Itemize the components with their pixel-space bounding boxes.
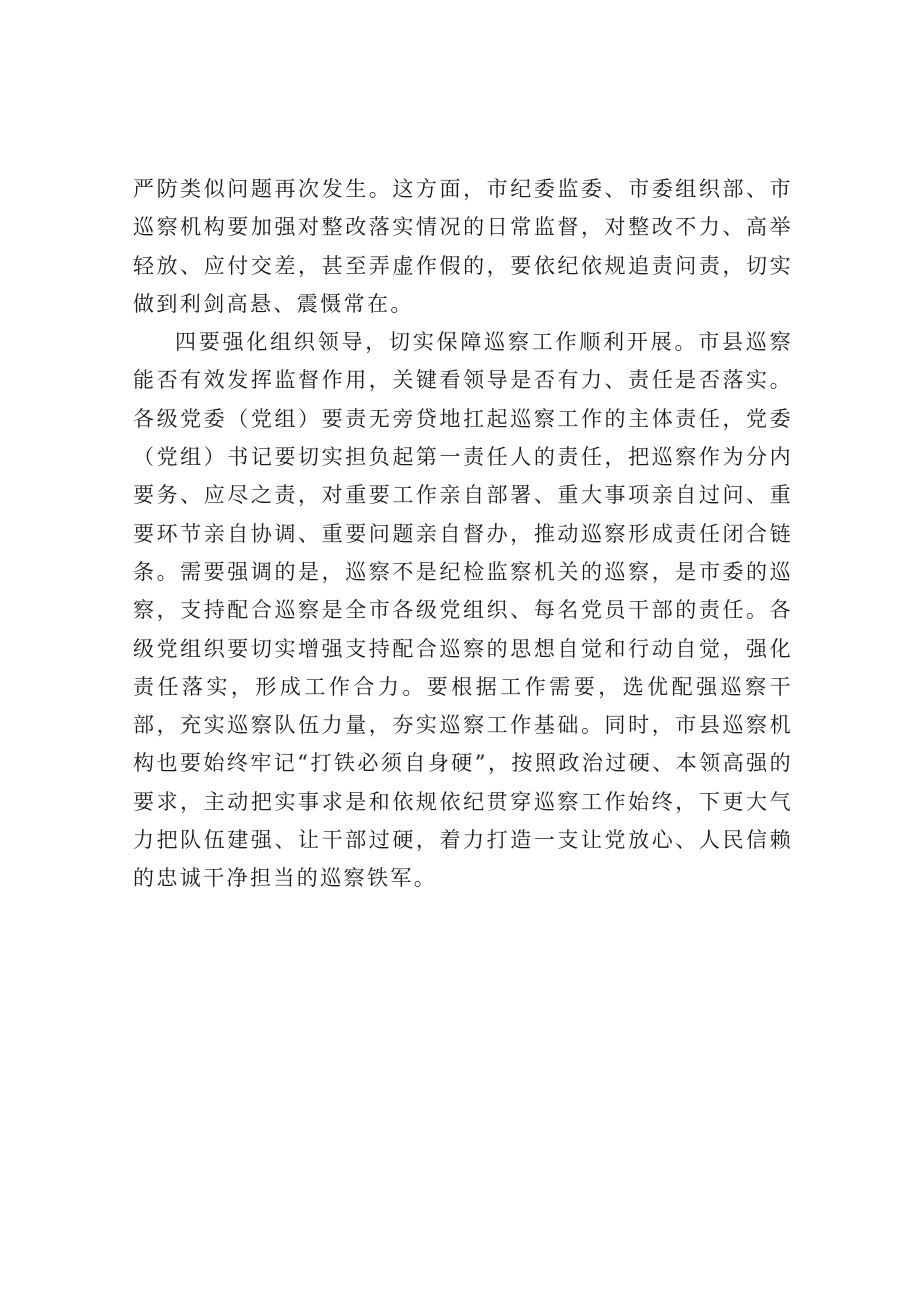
document-body: [133, 170, 793, 898]
paragraph-organizational-leadership: 四要强化组织领导，切实保障巡察工作顺利开展。市县巡察能否有效发挥监督作用，关键看领导是否有力、责任是否落实。各级党委（党组）要责无旁贷地扛起巡察工作的主体责任，党委（党组）书记要切实担负起第一责任人的责任，把巡察作为分内要务、应尽之责，对重要工作亲自部署、重大事项亲自过问、重要环节亲自协调、重要问题亲自督办，推动巡察形成责任闭合链条。需要强调的是，巡察不是纪检监察机关的巡察，是市委的巡察，支持配合巡察是全市各级党组织、每名党员干部的责任。各级党组织要切实增强支持配合巡察的思想自觉和行动自觉，强化责任落实，形成工作合力。要根据工作需要，选优配强巡察干部，充实巡察队伍力量，夯实巡察工作基础。同时，市县巡察机构也要始终牢记“打铁必须自身硬”，按照政治过硬、本领高强的要求，主动把实事求是和依规依纪贯穿巡察工作始终，下更大气力把队伍建强、让干部过硬，着力打造一支让党放心、人民信赖的忠诚干净担当的巡察铁军。: [133, 330, 793, 891]
paragraph-continuation: 严防类似问题再次发生。这方面，市纪委监委、市委组织部、市巡察机构要加强对整改落实情况的日常监督，对整改不力、高举轻放、应付交差，甚至弄虚作假的，要依纪依规追责问责，切实做到利剑高悬、震慑常在。: [133, 177, 793, 316]
